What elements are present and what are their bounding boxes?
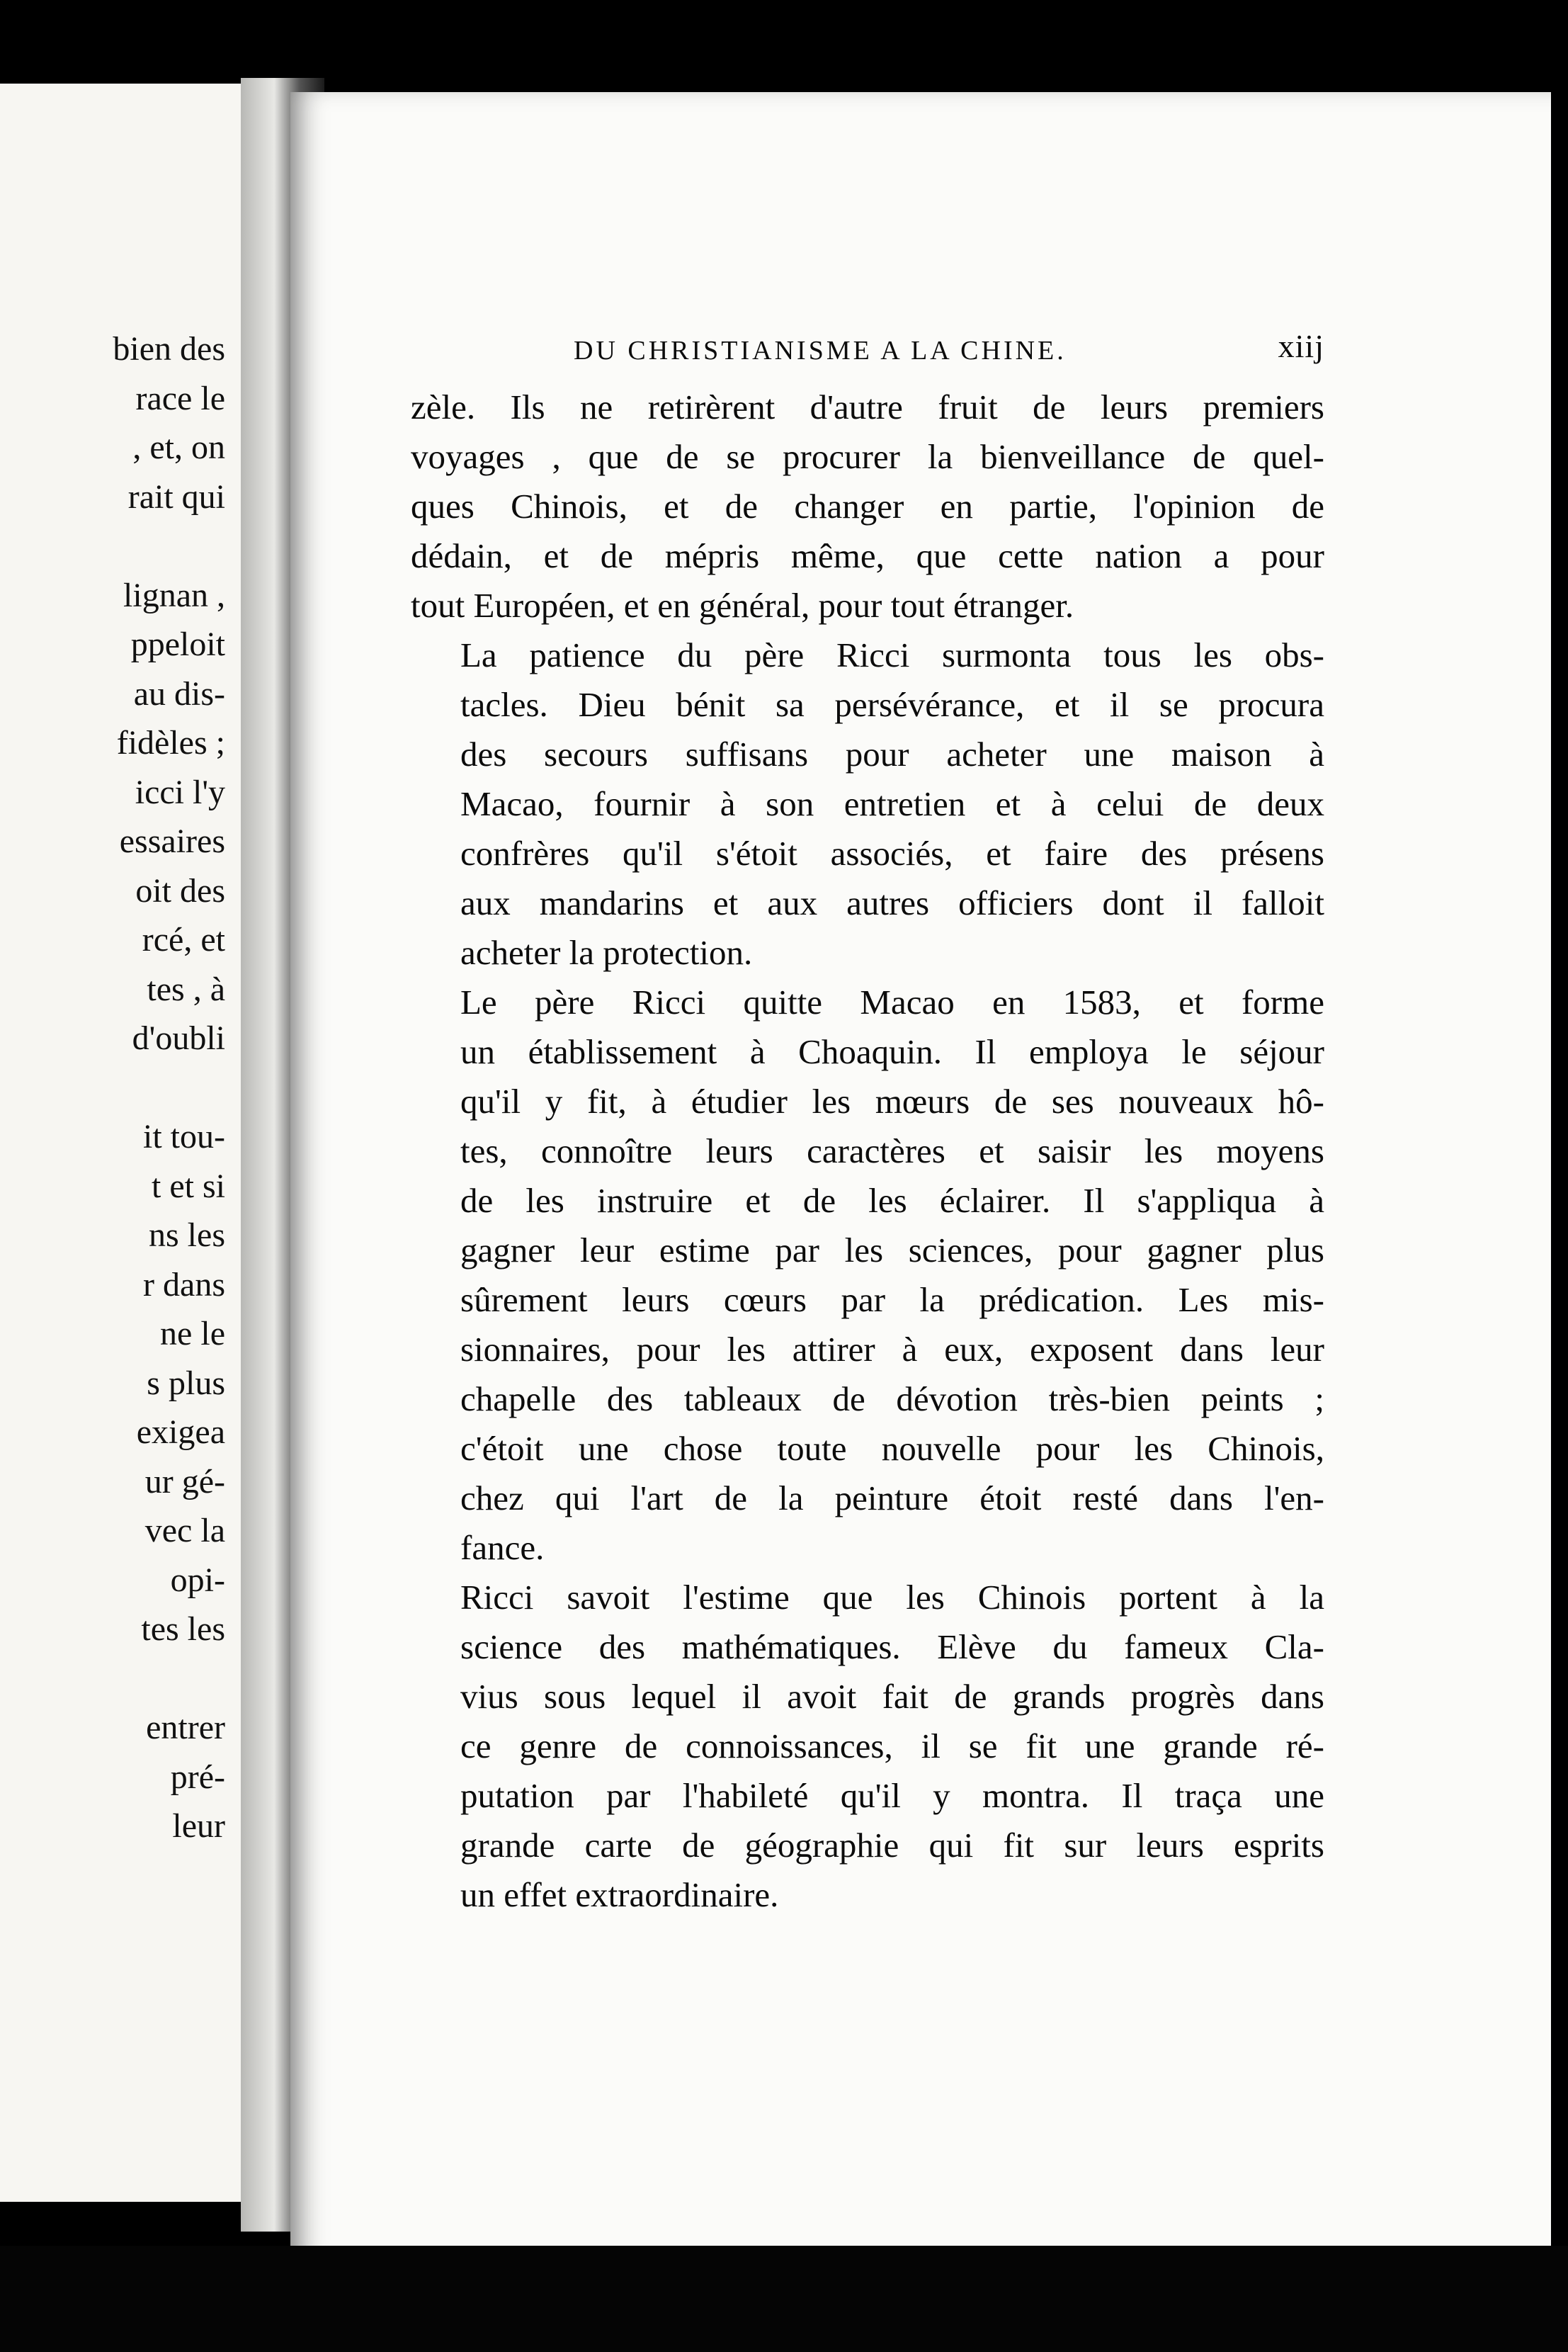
page-text-block	[411, 319, 1324, 1920]
text-line: ce genre de connoissances, il se fit une grande ré-	[460, 1726, 1324, 1765]
text-line: tacles. Dieu bénit sa persévérance, et il se procura	[460, 685, 1324, 724]
text-line: grande carte de géographie qui fit sur leurs esprits	[460, 1826, 1324, 1865]
left-page-line: ur gé-	[144, 1462, 225, 1500]
text-line: ques Chinois, et de changer en partie, l'opinion de	[411, 487, 1324, 526]
left-page-line: essaires	[119, 822, 225, 860]
text-line: un établissement à Choaquin. Il employa le séjour	[460, 1032, 1324, 1071]
left-page-line	[113, 1654, 225, 1704]
left-page-line: au dis-	[133, 674, 225, 713]
left-page-line: lignan ,	[123, 576, 225, 614]
left-page-line: exigea	[136, 1413, 225, 1451]
left-page-line: pré-	[170, 1758, 225, 1796]
text-line: chapelle des tableaux de dévotion très-bien peints ;	[460, 1379, 1324, 1418]
left-page-line	[113, 1063, 225, 1113]
left-page-text-fragments	[113, 324, 225, 1851]
left-page-line: bien des	[113, 330, 225, 368]
text-line: aux mandarins et aux autres officiers dont il falloit	[460, 883, 1324, 922]
text-line: Le père Ricci quitte Macao en 1583, et forme	[460, 983, 1324, 1022]
left-page-line: tes , à	[147, 970, 225, 1008]
text-line: tout Européen, et en général, pour tout étranger.	[411, 586, 1074, 625]
body-paragraphs	[411, 383, 1324, 1920]
text-line: fance.	[460, 1528, 545, 1567]
left-page-line: opi-	[170, 1561, 225, 1599]
text-line: acheter la protection.	[460, 933, 753, 972]
left-page-line: , et, on	[132, 429, 225, 466]
text-line: vius sous lequel il avoit fait de grands progrès dans	[460, 1677, 1324, 1716]
text-line: Macao, fournir à son entretien et à celui de deux	[460, 784, 1324, 823]
left-page-line: s plus	[147, 1364, 225, 1402]
scan-bottom-border	[0, 2246, 1568, 2352]
left-page-line: oit des	[135, 871, 225, 910]
left-page-line: it tou-	[143, 1118, 225, 1155]
left-page-line: rcé, et	[142, 921, 225, 959]
left-page-line: entrer	[146, 1709, 225, 1746]
left-page-line: ns les	[149, 1216, 225, 1254]
text-line: Ricci savoit l'estime que les Chinois portent à la	[460, 1578, 1324, 1617]
paragraph	[411, 383, 1324, 631]
paragraph	[411, 978, 1324, 1573]
left-page	[0, 84, 241, 2202]
text-line: confrères qu'il s'étoit associés, et faire des présens	[460, 834, 1324, 873]
left-page-line: d'oubli	[132, 1019, 225, 1057]
running-head-title: DU CHRISTIANISME A LA CHINE.	[574, 336, 1067, 366]
left-page-line: leur	[172, 1807, 225, 1845]
left-page-line: ppeloit	[130, 626, 225, 663]
text-line: gagner leur estime par les sciences, pour gagner plus	[460, 1231, 1324, 1270]
text-line: putation par l'habileté qu'il y montra. Il traça une	[460, 1776, 1324, 1815]
text-line: tes, connoître leurs caractères et saisir les moyens	[460, 1131, 1324, 1170]
paragraph	[411, 1573, 1324, 1920]
left-page-line: ne le	[160, 1315, 225, 1352]
text-line: sionnaires, pour les attirer à eux, exposent dans leur	[460, 1330, 1324, 1369]
paragraph	[411, 631, 1324, 978]
left-page-line: vec la	[144, 1512, 225, 1549]
left-page-line: fidèles ;	[116, 724, 225, 762]
text-line: qu'il y fit, à étudier les mœurs de ses nouveaux hô-	[460, 1082, 1324, 1121]
left-page-line: race le	[135, 379, 225, 417]
text-line: science des mathématiques. Elève du fameux Cla-	[460, 1627, 1324, 1666]
running-head	[411, 319, 1324, 383]
text-line: chez qui l'art de la peinture étoit resté dans l'en-	[460, 1479, 1324, 1517]
left-page-line: rait qui	[127, 477, 225, 516]
text-line: des secours suffisans pour acheter une maison à	[460, 735, 1324, 774]
left-page-line: tes les	[141, 1610, 225, 1648]
left-page-line	[113, 521, 225, 571]
text-line: zèle. Ils ne retirèrent d'autre fruit de leurs premiers	[411, 388, 1324, 426]
text-line: un effet extraordinaire.	[460, 1875, 779, 1914]
text-line: de les instruire et de les éclairer. Il s'appliqua à	[460, 1181, 1324, 1220]
page-number: xiij	[1278, 328, 1324, 364]
left-page-line: t et si	[152, 1167, 225, 1205]
text-line: c'étoit une chose toute nouvelle pour les Chinois,	[460, 1429, 1324, 1468]
right-page	[290, 92, 1551, 2260]
text-line: sûrement leurs cœurs par la prédication. Les mis-	[460, 1280, 1324, 1319]
left-page-line: r dans	[143, 1265, 225, 1304]
text-line: voyages , que de se procurer la bienveillance de quel-	[411, 437, 1324, 476]
left-page-line: icci l'y	[135, 773, 225, 811]
text-line: dédain, et de mépris même, que cette nation a pour	[411, 536, 1324, 575]
text-line: La patience du père Ricci surmonta tous les obs-	[460, 635, 1324, 674]
